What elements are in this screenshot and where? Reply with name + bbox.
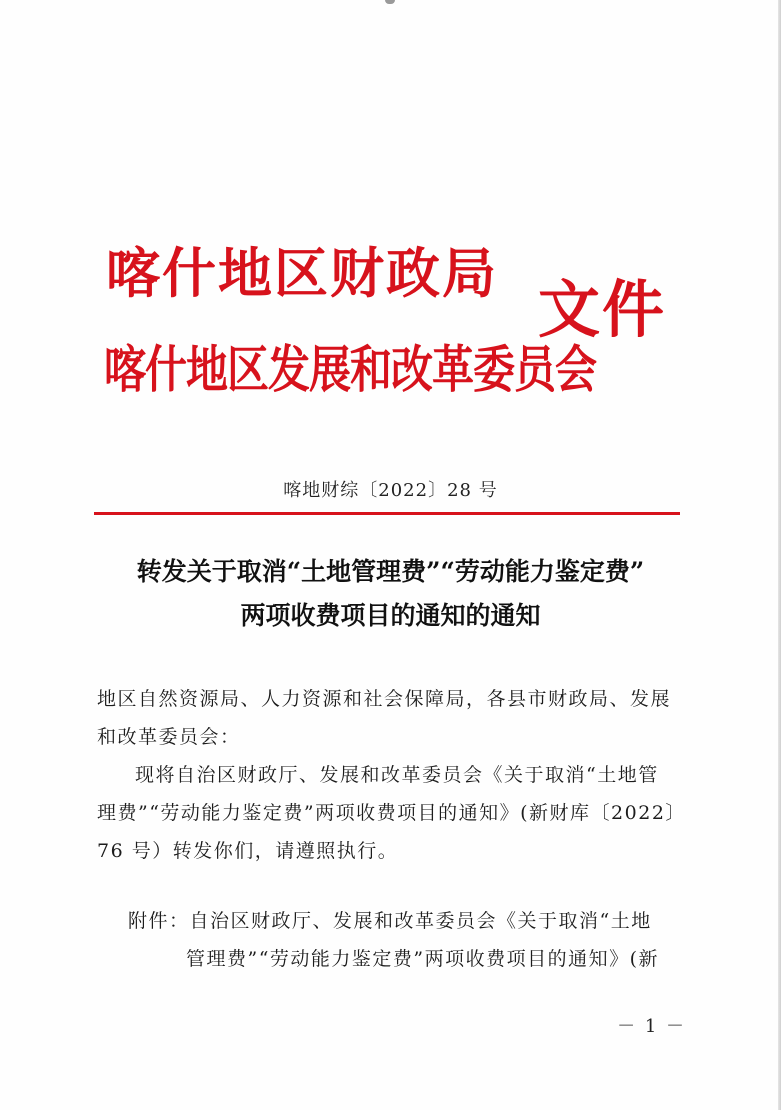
red-masthead	[0, 0, 781, 420]
issuer-development-commission: 喀什地区发展和改革委员会	[104, 340, 597, 399]
issuer-finance-bureau: 喀什地区财政局	[106, 241, 498, 305]
document-number: 喀地财综〔2022〕28 号	[283, 480, 498, 501]
title-line-2: 两项收费项目的通知的通知	[240, 601, 541, 630]
addressee-line-1: 地区自然资源局、人力资源和社会保障局，各县市财政局、发展	[97, 688, 672, 710]
title-line-1: 转发关于取消“土地管理费”“劳动能力鉴定费”	[136, 557, 645, 586]
page-number: － 1 －	[617, 1016, 686, 1037]
main-paragraph-line-2: 理费”“劳动能力鉴定费”两项收费项目的通知》(新财库〔2022〕	[97, 802, 686, 824]
main-paragraph-line-1: 现将自治区财政厅、发展和改革委员会《关于取消“土地管	[135, 764, 659, 786]
attachment-note	[128, 902, 688, 978]
document-title	[60, 550, 721, 638]
addressee-line-2: 和改革委员会：	[97, 726, 241, 748]
document-kind-label: 文件	[538, 273, 667, 346]
red-separator-line	[94, 512, 680, 515]
attachment-line-2: 管理费”“劳动能力鉴定费”两项收费项目的通知》(新	[186, 948, 660, 970]
main-paragraph-line-3: 76 号）转发你们，请遵照执行。	[97, 840, 399, 862]
attachment-line-1: 附件：自治区财政厅、发展和改革委员会《关于取消“土地	[128, 910, 652, 932]
document-body	[97, 680, 687, 870]
